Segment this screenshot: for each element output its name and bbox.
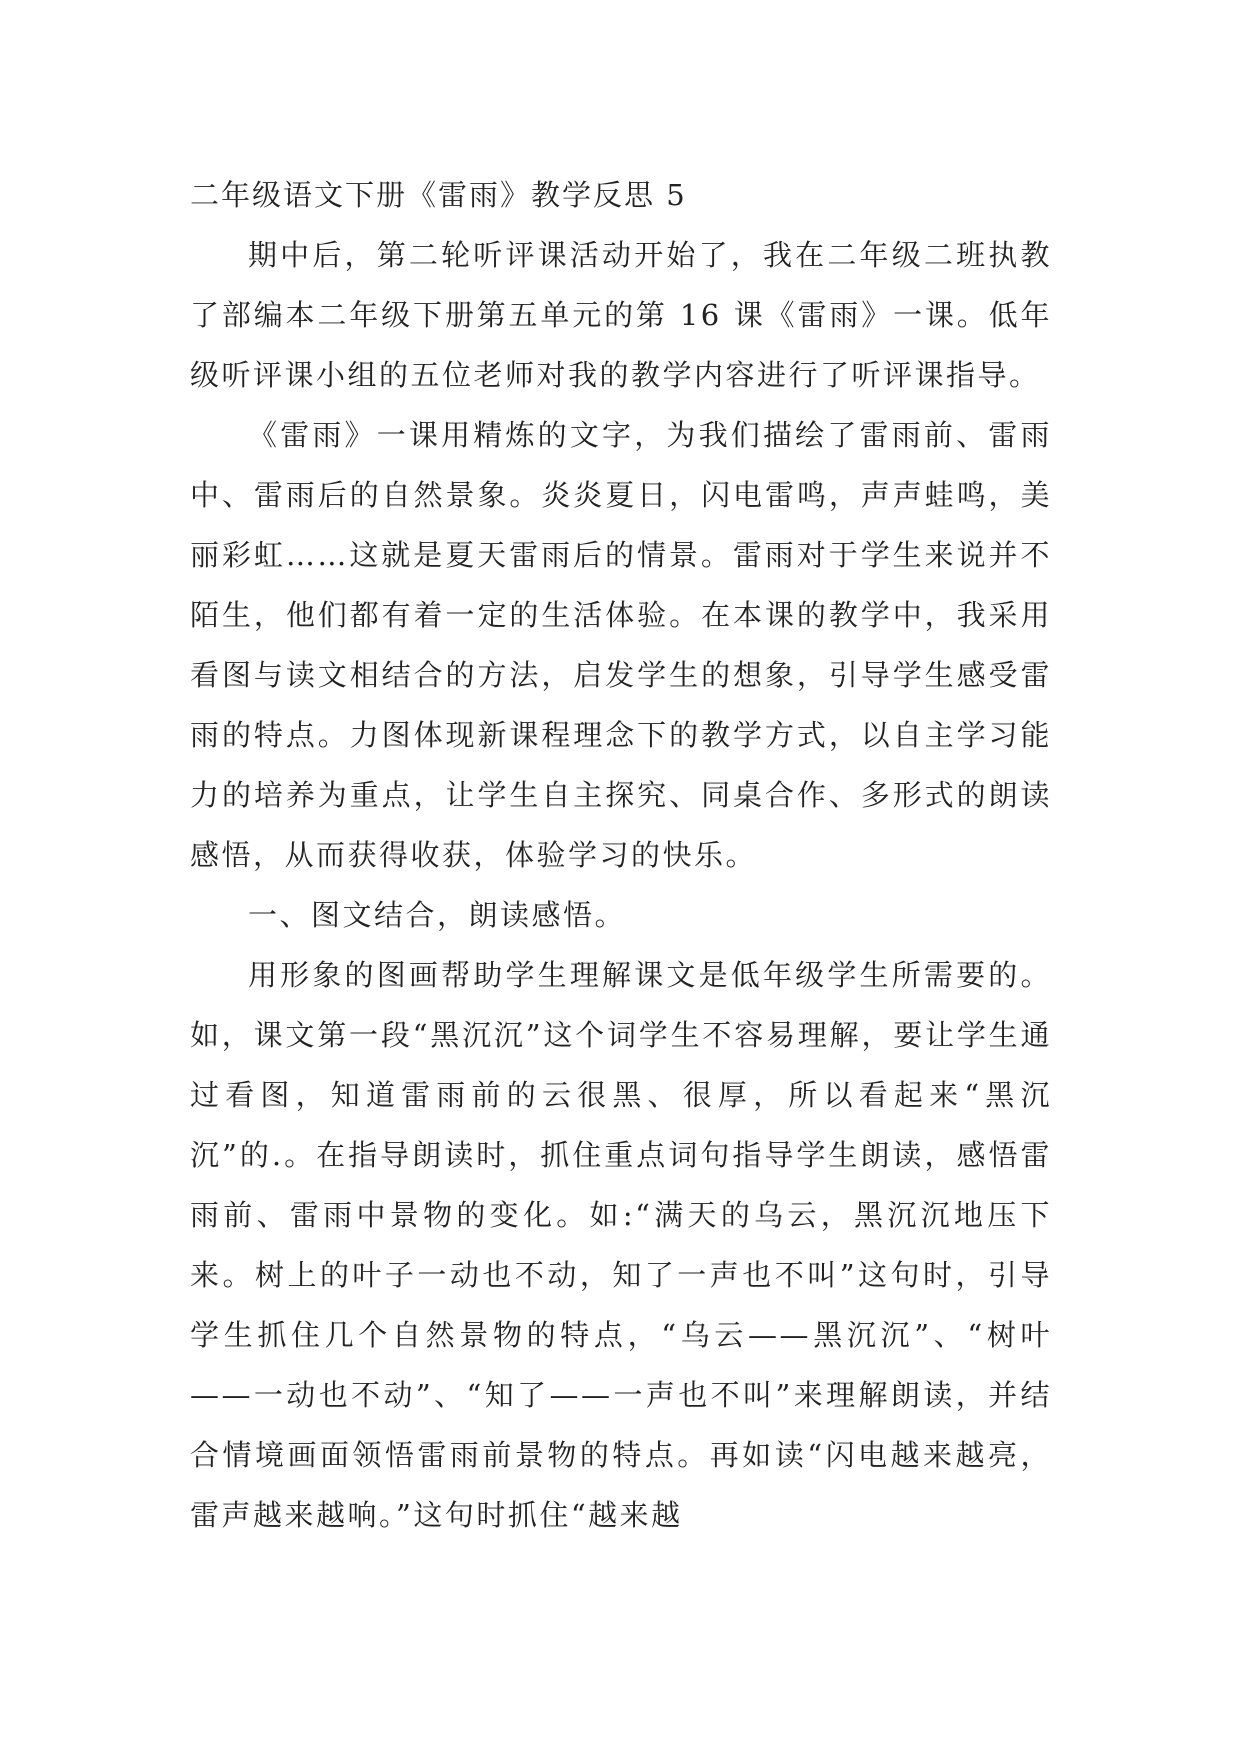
document-body bbox=[190, 165, 1052, 1545]
paragraph-intro: 期中后，第二轮听评课活动开始了，我在二年级二班执教了部编本二年级下册第五单元的第 16 课《雷雨》一课。低年级听评课小组的五位老师对我的教学内容进行了听评课指导。 bbox=[190, 238, 1052, 392]
paragraph-overview: 《雷雨》一课用精炼的文字，为我们描绘了雷雨前、雷雨中、雷雨后的自然景象。炎炎夏日，闪电雷鸣，声声蛙鸣，美丽彩虹……这就是夏天雷雨后的情景。雷雨对于学生来说并不陌生，他们都有着一定的生活体验。在本课的教学中，我采用看图与读文相结合的方法，启发学生的想象，引导学生感受雷雨的特点。力图体现新课程理念下的教学方式，以自主学习能力的培养为重点，让学生自主探究、同桌合作、多形式的朗读感悟，从而获得收获，体验学习的快乐。 bbox=[190, 418, 1052, 872]
section-heading-one: 一、图文结合，朗读感悟。 bbox=[248, 898, 627, 932]
document-title: 二年级语文下册《雷雨》教学反思 5 bbox=[190, 178, 687, 212]
paragraph-section-one: 用形象的图画帮助学生理解课文是低年级学生所需要的。如，课文第一段“黑沉沉”这个词学生不容易理解，要让学生通过看图，知道雷雨前的云很黑、很厚，所以看起来“黑沉沉”的.。在指导朗读时，抓住重点词句指导学生朗读，感悟雷雨前、雷雨中景物的变化。如:“满天的乌云，黑沉沉地压下来。树上的叶子一动也不动，知了一声也不叫”这句时，引导学生抓住几个自然景物的特点，“乌云——黑沉沉”、“树叶——一动也不动”、“知了——一声也不叫”来理解朗读，并结合情境画面领悟雷雨前景物的特点。再如读“闪电越来越亮，雷声越来越响。”这句时抓住“越来越 bbox=[190, 958, 1052, 1532]
